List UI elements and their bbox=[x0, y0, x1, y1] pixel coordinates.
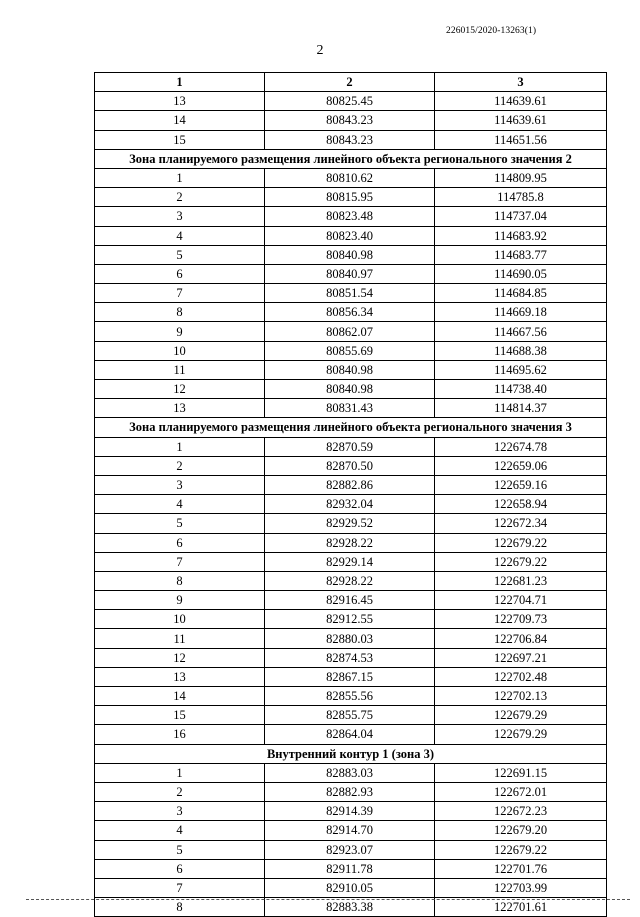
coordinate-y: 114690.05 bbox=[435, 264, 607, 283]
coordinate-y: 122702.13 bbox=[435, 687, 607, 706]
coordinate-x: 82855.56 bbox=[265, 687, 435, 706]
table-row bbox=[95, 437, 607, 456]
table-row bbox=[95, 360, 607, 379]
table-row bbox=[95, 264, 607, 283]
coordinate-y: 114738.40 bbox=[435, 380, 607, 399]
page-number: 2 bbox=[316, 43, 324, 58]
coordinate-x: 80856.34 bbox=[265, 303, 435, 322]
table-row bbox=[95, 111, 607, 130]
point-number: 16 bbox=[95, 725, 265, 744]
coordinate-x: 82928.22 bbox=[265, 571, 435, 590]
coordinate-y: 122679.22 bbox=[435, 533, 607, 552]
section-row bbox=[95, 418, 607, 437]
header-row bbox=[95, 73, 607, 92]
point-number: 4 bbox=[95, 495, 265, 514]
coordinate-y: 122701.76 bbox=[435, 859, 607, 878]
coordinate-y: 114669.18 bbox=[435, 303, 607, 322]
coordinate-y: 114639.61 bbox=[435, 111, 607, 130]
point-number: 11 bbox=[95, 629, 265, 648]
section-title: Зона планируемого размещения линейного объекта регионального значения 2 bbox=[95, 149, 607, 168]
coordinate-y: 122697.21 bbox=[435, 648, 607, 667]
coordinate-y: 122709.73 bbox=[435, 610, 607, 629]
table-row bbox=[95, 380, 607, 399]
coordinate-x: 82910.05 bbox=[265, 878, 435, 897]
table-row bbox=[95, 898, 607, 917]
point-number: 12 bbox=[95, 648, 265, 667]
table-row bbox=[95, 188, 607, 207]
point-number: 9 bbox=[95, 591, 265, 610]
coordinate-x: 82864.04 bbox=[265, 725, 435, 744]
coordinate-x: 82932.04 bbox=[265, 495, 435, 514]
point-number: 4 bbox=[95, 821, 265, 840]
coordinate-y: 122702.48 bbox=[435, 667, 607, 686]
coordinate-x: 80843.23 bbox=[265, 111, 435, 130]
table-row bbox=[95, 245, 607, 264]
table-row bbox=[95, 92, 607, 111]
coordinate-y: 122672.34 bbox=[435, 514, 607, 533]
table-row bbox=[95, 207, 607, 226]
point-number: 8 bbox=[95, 303, 265, 322]
point-number: 11 bbox=[95, 360, 265, 379]
point-number: 5 bbox=[95, 514, 265, 533]
coordinate-y: 122691.15 bbox=[435, 763, 607, 782]
section-row bbox=[95, 149, 607, 168]
table-row bbox=[95, 687, 607, 706]
point-number: 1 bbox=[95, 168, 265, 187]
coordinate-y: 114683.77 bbox=[435, 245, 607, 264]
point-number: 3 bbox=[95, 207, 265, 226]
coordinate-x: 82874.53 bbox=[265, 648, 435, 667]
point-number: 8 bbox=[95, 898, 265, 917]
table-row bbox=[95, 303, 607, 322]
table-row bbox=[95, 859, 607, 878]
coordinate-y: 114667.56 bbox=[435, 322, 607, 341]
table-row bbox=[95, 648, 607, 667]
point-number: 5 bbox=[95, 840, 265, 859]
coordinate-x: 80823.48 bbox=[265, 207, 435, 226]
table-row bbox=[95, 610, 607, 629]
point-number: 10 bbox=[95, 610, 265, 629]
table-row bbox=[95, 399, 607, 418]
coordinate-x: 80815.95 bbox=[265, 188, 435, 207]
table-row bbox=[95, 878, 607, 897]
coordinate-x: 80840.98 bbox=[265, 360, 435, 379]
table-row bbox=[95, 802, 607, 821]
point-number: 13 bbox=[95, 92, 265, 111]
table-row bbox=[95, 168, 607, 187]
point-number: 9 bbox=[95, 322, 265, 341]
coordinate-y: 122672.01 bbox=[435, 782, 607, 801]
point-number: 3 bbox=[95, 475, 265, 494]
table-body bbox=[95, 92, 607, 917]
point-number: 12 bbox=[95, 380, 265, 399]
footer-divider bbox=[26, 899, 630, 900]
table-row bbox=[95, 763, 607, 782]
coordinate-y: 122679.22 bbox=[435, 552, 607, 571]
coordinate-x: 80840.98 bbox=[265, 245, 435, 264]
coordinate-x: 82929.14 bbox=[265, 552, 435, 571]
section-row bbox=[95, 744, 607, 763]
coordinate-x: 80823.40 bbox=[265, 226, 435, 245]
coordinate-x: 82882.93 bbox=[265, 782, 435, 801]
coordinate-y: 114737.04 bbox=[435, 207, 607, 226]
coordinate-x: 80831.43 bbox=[265, 399, 435, 418]
table-row bbox=[95, 706, 607, 725]
point-number: 6 bbox=[95, 264, 265, 283]
coordinate-x: 82929.52 bbox=[265, 514, 435, 533]
table-row bbox=[95, 552, 607, 571]
table-row bbox=[95, 591, 607, 610]
table-row bbox=[95, 514, 607, 533]
coordinate-x: 82912.55 bbox=[265, 610, 435, 629]
coordinate-y: 114684.85 bbox=[435, 284, 607, 303]
coordinate-x: 80855.69 bbox=[265, 341, 435, 360]
header-col-2: 2 bbox=[265, 73, 435, 92]
coordinate-x: 82928.22 bbox=[265, 533, 435, 552]
point-number: 1 bbox=[95, 763, 265, 782]
coordinate-y: 114814.37 bbox=[435, 399, 607, 418]
coordinate-x: 82882.86 bbox=[265, 475, 435, 494]
table-row bbox=[95, 456, 607, 475]
coordinate-y: 122706.84 bbox=[435, 629, 607, 648]
coordinate-y: 122659.06 bbox=[435, 456, 607, 475]
table-row bbox=[95, 821, 607, 840]
coordinate-x: 80851.54 bbox=[265, 284, 435, 303]
coordinate-y: 122704.71 bbox=[435, 591, 607, 610]
table-row bbox=[95, 495, 607, 514]
coordinate-y: 114683.92 bbox=[435, 226, 607, 245]
coordinate-x: 82867.15 bbox=[265, 667, 435, 686]
coordinate-x: 82883.38 bbox=[265, 898, 435, 917]
table-row bbox=[95, 130, 607, 149]
point-number: 2 bbox=[95, 782, 265, 801]
point-number: 2 bbox=[95, 188, 265, 207]
point-number: 13 bbox=[95, 667, 265, 686]
coordinate-x: 82914.70 bbox=[265, 821, 435, 840]
section-title: Зона планируемого размещения линейного объекта регионального значения 3 bbox=[95, 418, 607, 437]
point-number: 3 bbox=[95, 802, 265, 821]
coordinate-x: 82916.45 bbox=[265, 591, 435, 610]
coordinate-y: 114688.38 bbox=[435, 341, 607, 360]
table-row bbox=[95, 782, 607, 801]
coordinate-y: 122679.29 bbox=[435, 725, 607, 744]
point-number: 6 bbox=[95, 859, 265, 878]
point-number: 14 bbox=[95, 687, 265, 706]
coordinate-y: 122701.61 bbox=[435, 898, 607, 917]
coordinate-y: 122674.78 bbox=[435, 437, 607, 456]
header-col-1: 1 bbox=[95, 73, 265, 92]
coordinate-x: 82870.59 bbox=[265, 437, 435, 456]
point-number: 1 bbox=[95, 437, 265, 456]
table-row bbox=[95, 629, 607, 648]
point-number: 5 bbox=[95, 245, 265, 264]
coordinates-table bbox=[94, 72, 607, 917]
coordinate-x: 80840.97 bbox=[265, 264, 435, 283]
coordinate-y: 114651.56 bbox=[435, 130, 607, 149]
coordinate-y: 114639.61 bbox=[435, 92, 607, 111]
coordinate-x: 82911.78 bbox=[265, 859, 435, 878]
coordinate-x: 80825.45 bbox=[265, 92, 435, 111]
point-number: 7 bbox=[95, 878, 265, 897]
table-row bbox=[95, 341, 607, 360]
coordinate-y: 122679.22 bbox=[435, 840, 607, 859]
coordinate-y: 122681.23 bbox=[435, 571, 607, 590]
table-row bbox=[95, 533, 607, 552]
coordinate-y: 122659.16 bbox=[435, 475, 607, 494]
coordinate-x: 80840.98 bbox=[265, 380, 435, 399]
coordinate-x: 82855.75 bbox=[265, 706, 435, 725]
point-number: 7 bbox=[95, 552, 265, 571]
point-number: 8 bbox=[95, 571, 265, 590]
coordinate-y: 122703.99 bbox=[435, 878, 607, 897]
table-row bbox=[95, 840, 607, 859]
table-row bbox=[95, 322, 607, 341]
coordinate-y: 122658.94 bbox=[435, 495, 607, 514]
point-number: 10 bbox=[95, 341, 265, 360]
table-row bbox=[95, 284, 607, 303]
coordinate-x: 82923.07 bbox=[265, 840, 435, 859]
coordinate-y: 122672.23 bbox=[435, 802, 607, 821]
point-number: 6 bbox=[95, 533, 265, 552]
table-row bbox=[95, 226, 607, 245]
section-title: Внутренний контур 1 (зона 3) bbox=[95, 744, 607, 763]
coordinate-x: 80843.23 bbox=[265, 130, 435, 149]
coordinate-y: 122679.20 bbox=[435, 821, 607, 840]
point-number: 7 bbox=[95, 284, 265, 303]
point-number: 15 bbox=[95, 706, 265, 725]
coordinate-x: 82880.03 bbox=[265, 629, 435, 648]
table-row bbox=[95, 725, 607, 744]
point-number: 15 bbox=[95, 130, 265, 149]
coordinate-x: 82883.03 bbox=[265, 763, 435, 782]
point-number: 13 bbox=[95, 399, 265, 418]
coordinate-x: 82870.50 bbox=[265, 456, 435, 475]
point-number: 2 bbox=[95, 456, 265, 475]
coordinate-y: 114695.62 bbox=[435, 360, 607, 379]
coordinate-x: 80862.07 bbox=[265, 322, 435, 341]
table-row bbox=[95, 571, 607, 590]
point-number: 14 bbox=[95, 111, 265, 130]
document-id: 226015/2020-13263(1) bbox=[446, 26, 537, 36]
coordinate-y: 114809.95 bbox=[435, 168, 607, 187]
header-col-3: 3 bbox=[435, 73, 607, 92]
coordinate-y: 114785.8 bbox=[435, 188, 607, 207]
table-row bbox=[95, 475, 607, 494]
table-row bbox=[95, 667, 607, 686]
coordinate-x: 82914.39 bbox=[265, 802, 435, 821]
coordinate-y: 122679.29 bbox=[435, 706, 607, 725]
point-number: 4 bbox=[95, 226, 265, 245]
coordinate-x: 80810.62 bbox=[265, 168, 435, 187]
